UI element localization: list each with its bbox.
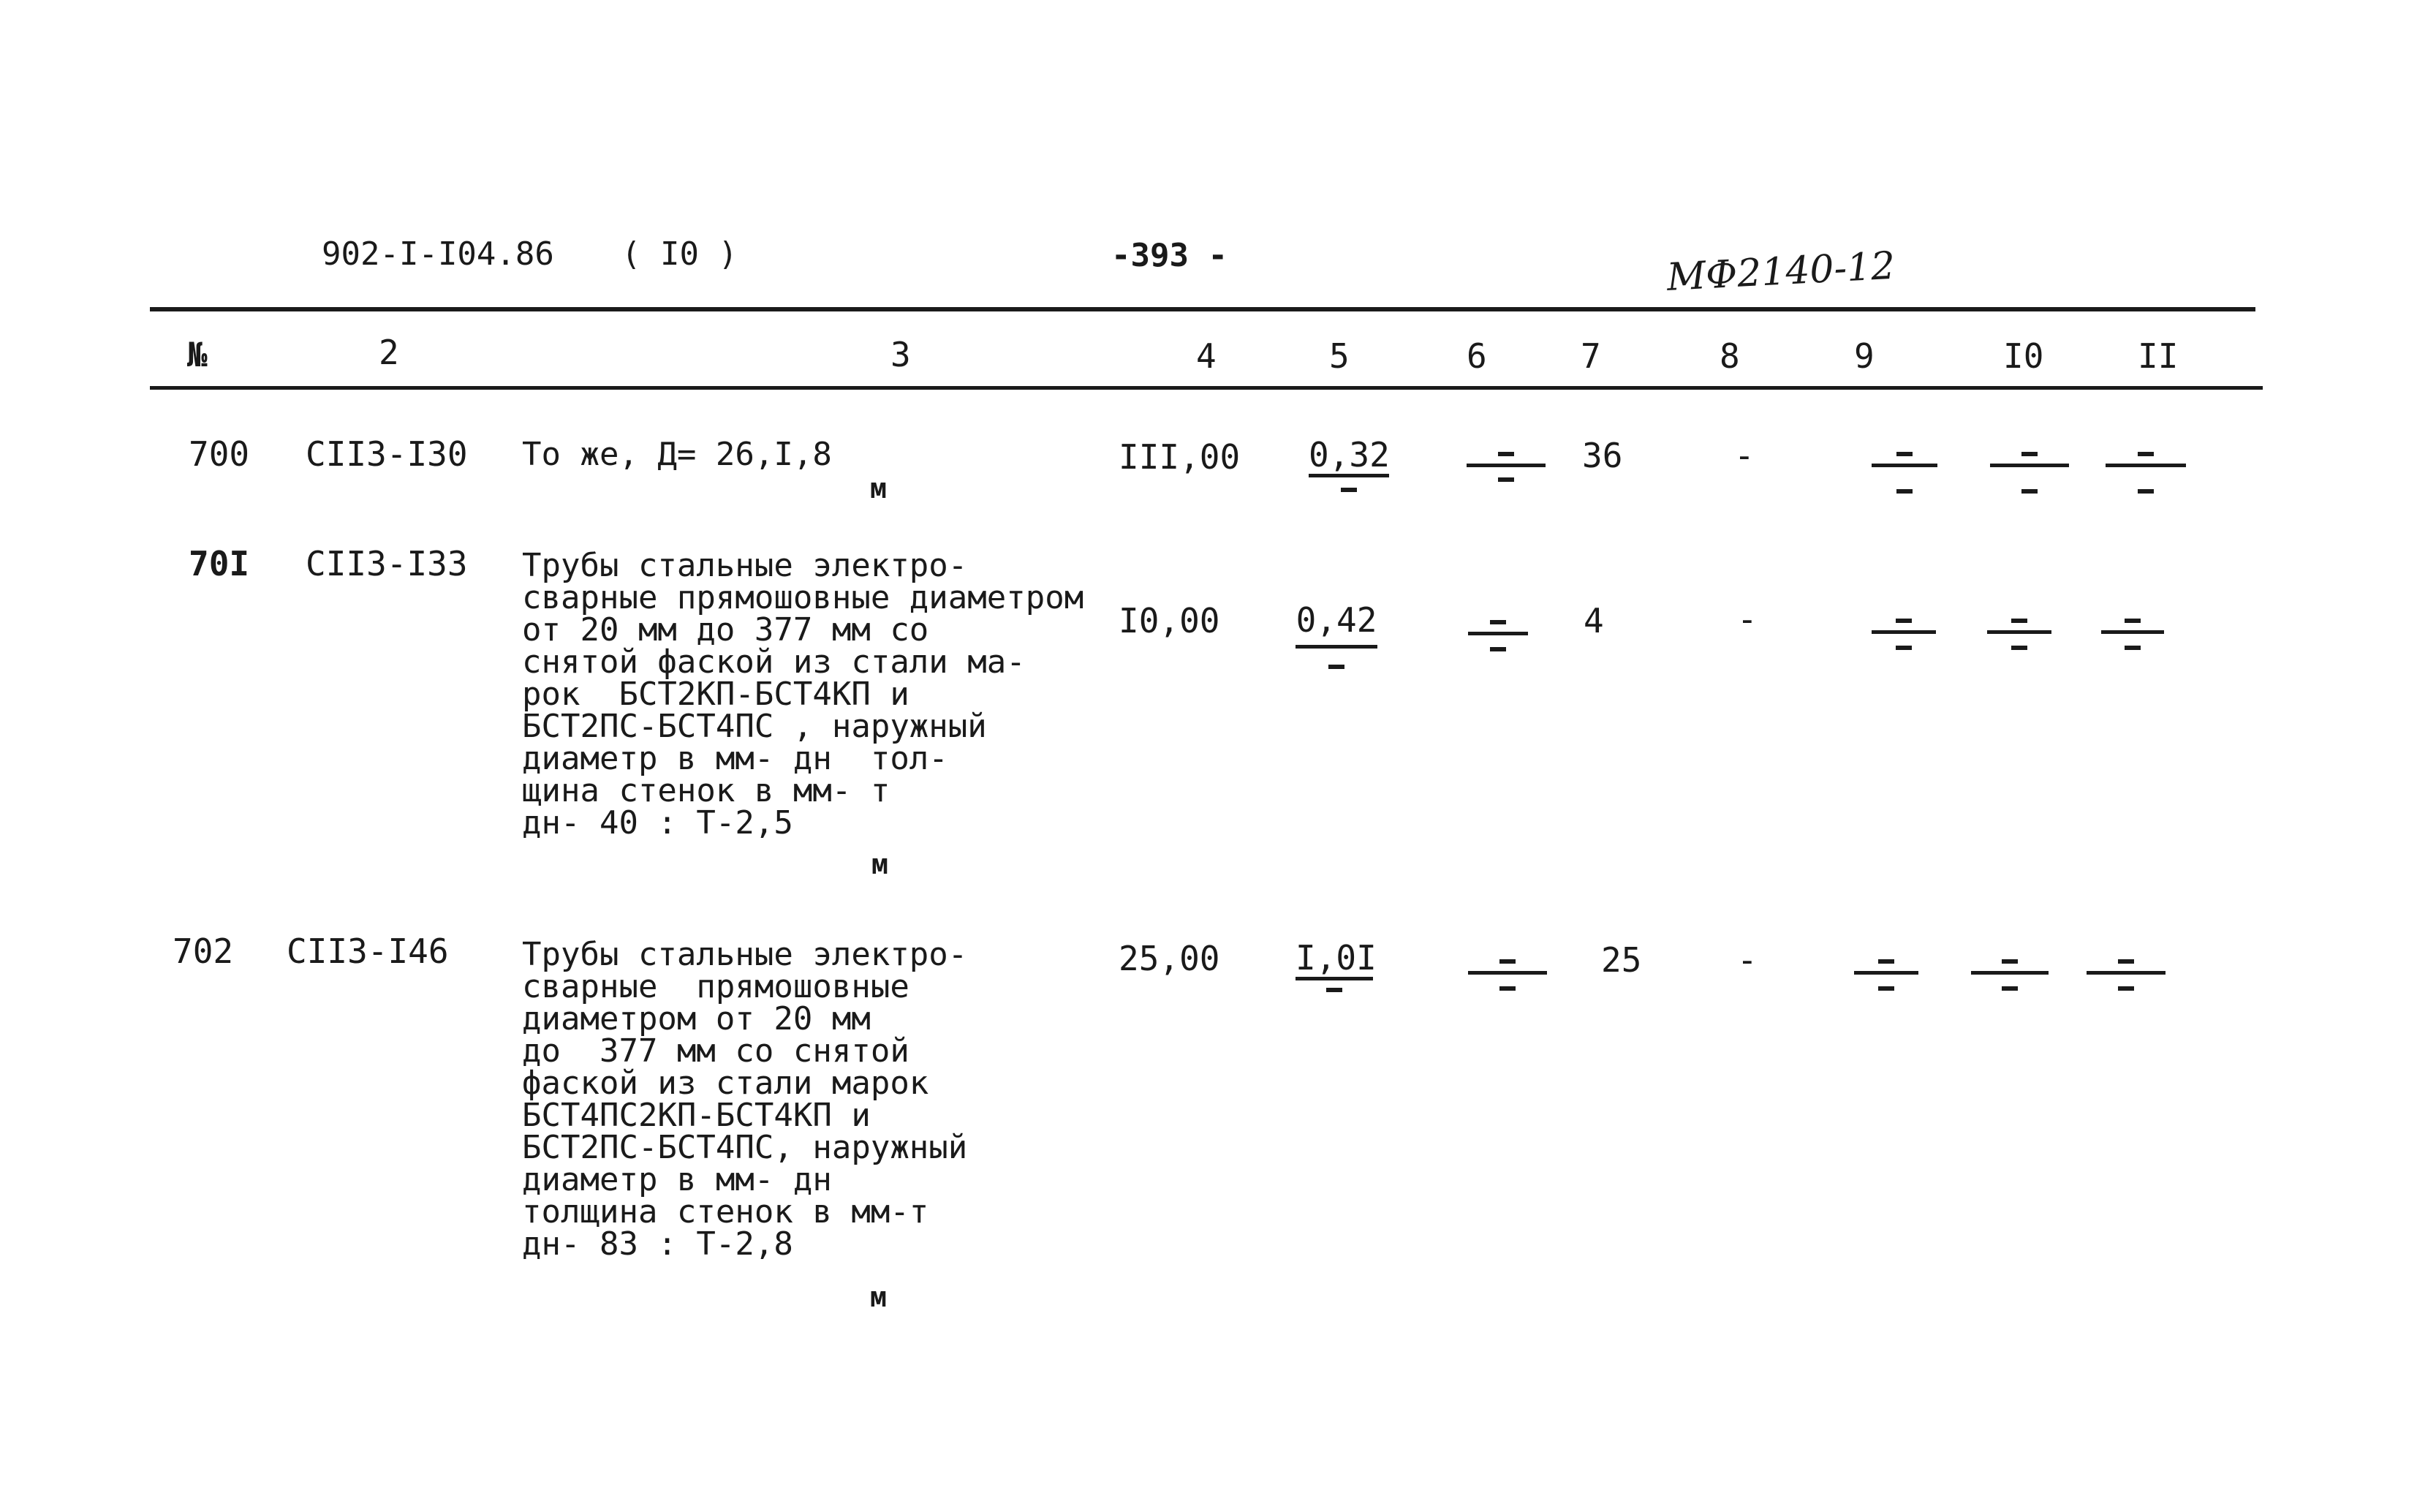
document-code: 902-I-I04.86 <box>322 235 554 273</box>
col9-dash-fraction <box>1854 959 1918 991</box>
top-rule <box>150 307 2255 311</box>
handwritten-reference: МФ2140-12 <box>1665 243 1896 300</box>
header-bottom-rule <box>150 386 2263 390</box>
col8-value: - <box>1737 600 1758 639</box>
column-header: II <box>2138 336 2179 376</box>
row-description: Трубы стальные электро- сварные прямошовные диаметром от 20 мм до 377 мм со снятой фаской из стали ма- рок БСТ2КП-БСТ4КП и БСТ2ПС-БСТ4ПС , наружный диаметр в мм- дн тол- щина стенок в мм- т дн- 40 : Т-2,5 <box>522 547 1084 842</box>
album-number: ( I0 ) <box>621 235 738 273</box>
column-header: 5 <box>1329 336 1350 376</box>
col11-dash-fraction <box>2087 959 2166 991</box>
col6-dash-fraction <box>1467 452 1546 482</box>
col7-value: 25 <box>1601 940 1642 980</box>
col9-dash-fraction <box>1872 619 1936 650</box>
column-header: № <box>187 335 208 374</box>
col8-value: - <box>1734 436 1755 475</box>
col8-value: - <box>1737 940 1758 980</box>
col7-value: 36 <box>1582 436 1623 475</box>
col10-dash-fraction <box>1990 452 2069 494</box>
price-code: СII3-I33 <box>306 544 468 583</box>
col5-value: 0,42 <box>1296 600 1377 640</box>
col10-dash-fraction <box>1971 959 2049 991</box>
page-number: -393 - <box>1111 237 1228 274</box>
row-description: Трубы стальные электро- сварные прямошовные диаметром от 20 мм до 377 мм со снятой фаской из стали марок БСТ4ПС2КП-БСТ4КП и БСТ2ПС-БСТ4ПС, наружный диаметр в мм- дн толщина стенок в мм-т дн- 83 : Т-2,8 <box>522 936 968 1263</box>
col6-dash-fraction <box>1468 959 1547 991</box>
col10-dash-fraction <box>1987 619 2051 650</box>
column-header: 8 <box>1720 336 1740 376</box>
column-header: 3 <box>890 335 911 374</box>
column-header: I0 <box>2003 336 2044 376</box>
col7-value: 4 <box>1584 601 1604 640</box>
col9-dash-fraction <box>1872 452 1937 494</box>
col5-value: I,0I <box>1296 938 1377 978</box>
col11-dash-fraction <box>2101 619 2164 650</box>
row-description: То же, Д= 26,I,8 <box>522 436 832 473</box>
unit-label: м <box>870 472 887 504</box>
col5-fraction <box>1309 436 1389 492</box>
row-number: 702 <box>173 931 234 971</box>
column-header: 7 <box>1581 336 1601 376</box>
col6-dash-fraction <box>1468 620 1528 651</box>
unit-label: м <box>870 1281 887 1313</box>
column-header: 2 <box>379 333 399 372</box>
row-number: 700 <box>189 434 250 474</box>
column-header: 6 <box>1467 336 1487 376</box>
price-code: СII3-I30 <box>306 434 468 474</box>
col5-value: 0,32 <box>1309 435 1390 475</box>
price-code: СII3-I46 <box>287 931 449 971</box>
quantity-value: 25,00 <box>1119 939 1220 978</box>
unit-label: м <box>871 848 888 880</box>
col11-dash-fraction <box>2106 452 2186 494</box>
quantity-value: III,00 <box>1119 437 1241 477</box>
column-header: 4 <box>1196 336 1217 376</box>
quantity-value: I0,00 <box>1119 601 1220 640</box>
col5-fraction <box>1296 601 1377 669</box>
col5-fraction <box>1296 938 1377 992</box>
row-number: 70I <box>189 544 250 583</box>
column-header: 9 <box>1854 336 1875 376</box>
